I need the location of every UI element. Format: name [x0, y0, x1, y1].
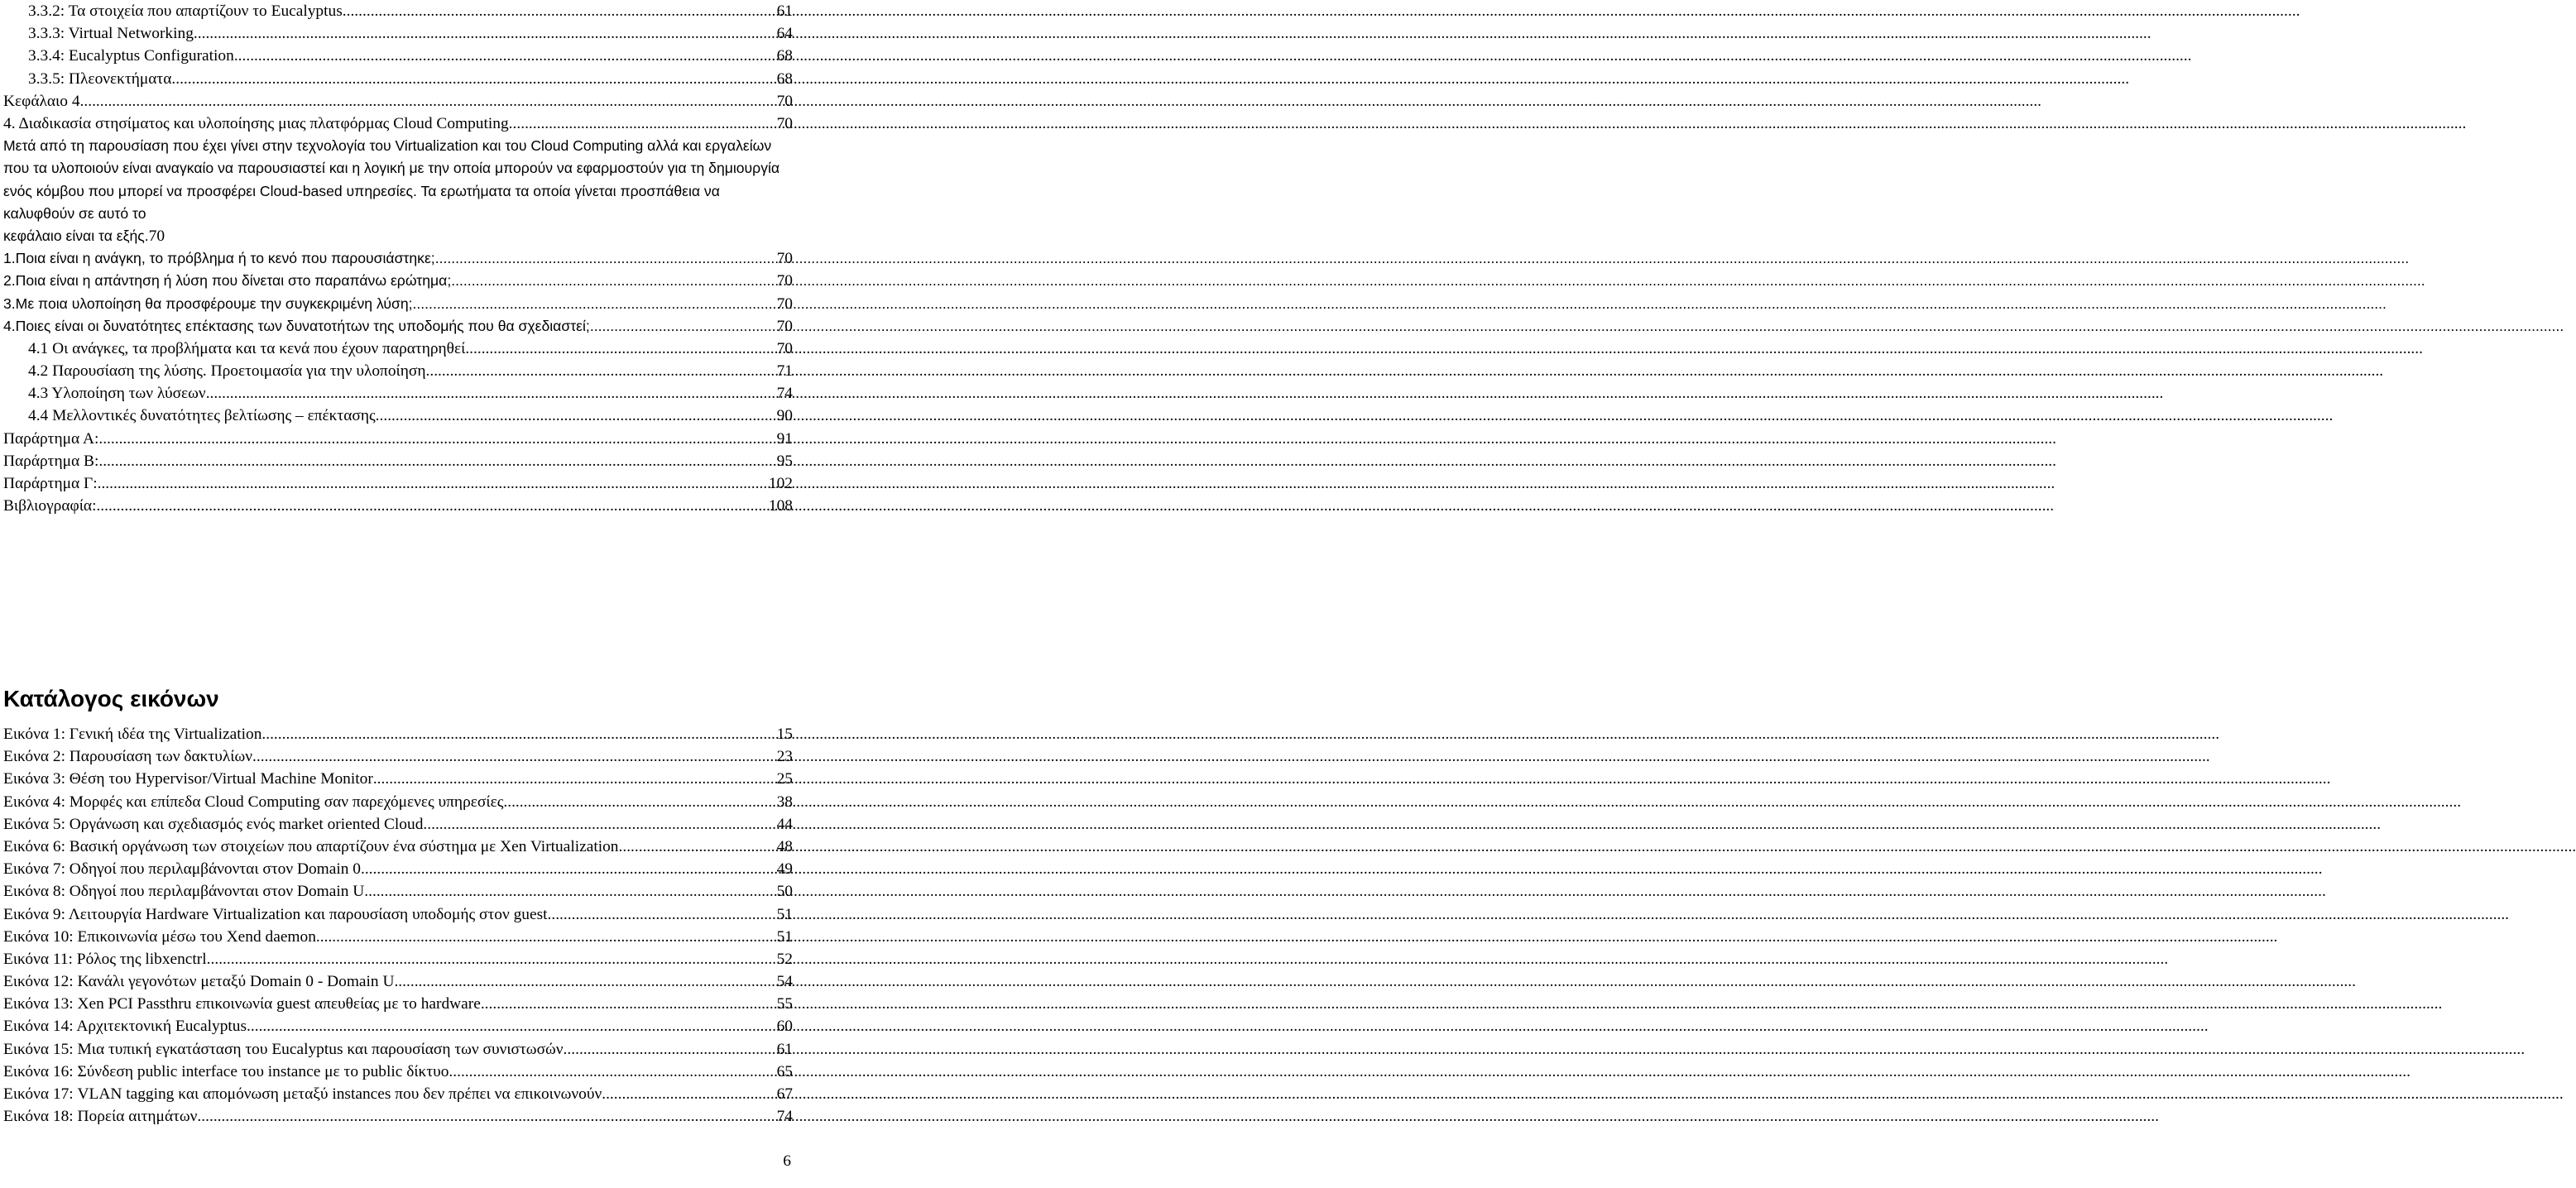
toc-page-number: 74: [776, 385, 793, 403]
toc-leader-dots: [606, 1083, 777, 1105]
figure-entry-title: Εικόνα 15: Μια τυπική εγκατάσταση του Eucalyptus και παρουσίαση των συνιστωσών.: [3, 1040, 568, 1058]
toc-question-section: [3, 247, 793, 338]
figure-entry[interactable]: [3, 880, 793, 903]
toc-question-page-number: 70: [776, 317, 793, 335]
figure-entry-title: Εικόνα 2: Παρουσίαση των δακτυλίων: [3, 748, 252, 766]
toc-entry-title: Παράρτημα Α:: [3, 429, 99, 448]
figure-entry[interactable]: [3, 926, 793, 948]
figure-page-number: 23: [776, 748, 793, 766]
figure-entry-title: Εικόνα 10: Επικοινωνία μέσω του Xend daemon.: [3, 927, 320, 946]
toc-question-entry-title: 1.Ποια είναι η ανάγκη, το πρόβλημα ή το κενό που παρουσιάστηκε;: [3, 250, 435, 267]
figure-entry-title: Εικόνα 17: VLAN tagging και απομόνωση μεταξύ instances που δεν πρέπει να επικοινωνούν.: [3, 1085, 607, 1103]
toc-leader-dots: [320, 926, 777, 948]
toc-paragraph-entry[interactable]: [3, 135, 781, 247]
toc-page-number: 64: [776, 25, 793, 43]
figure-entry-title: Εικόνα 5: Οργάνωση και σχεδιασμός ενός market oriented Cloud: [3, 815, 424, 833]
toc-leader-dots: [211, 948, 777, 970]
toc-leader-dots: [98, 428, 776, 450]
toc-question-page-number: 70: [776, 295, 793, 313]
toc-entry-title: 3.3.3: Virtual Networking: [28, 25, 194, 43]
figure-entry[interactable]: [3, 1038, 793, 1061]
toc-entry[interactable]: [3, 495, 793, 517]
figure-page-number: 25: [776, 770, 793, 788]
figure-entry-title: Εικόνα 12: Κανάλι γεγονότων μεταξύ Domain 0 - Domain U.: [3, 973, 399, 991]
toc-question-entry-title: 2.Ποια είναι η απάντηση ή λύση που δίνεται στο παραπάνω ερώτημα;: [3, 272, 452, 290]
figure-entry[interactable]: [3, 1083, 793, 1105]
toc-leader-dots: [373, 768, 777, 790]
toc-leader-dots: [619, 836, 777, 858]
figure-entry[interactable]: [3, 1061, 793, 1083]
toc-entry[interactable]: [3, 450, 793, 472]
toc-leader-dots: [98, 472, 769, 495]
toc-entry[interactable]: [3, 45, 793, 67]
toc-page-number: 108: [768, 497, 793, 515]
toc-leader-dots: [171, 68, 776, 90]
figure-entry[interactable]: [3, 948, 793, 970]
toc-entry[interactable]: [3, 338, 793, 360]
toc-question-entry[interactable]: [3, 293, 793, 315]
toc-entry[interactable]: [3, 0, 793, 22]
toc-question-entry[interactable]: [3, 270, 793, 292]
figure-page-number: 52: [776, 950, 793, 968]
figure-entry[interactable]: [3, 745, 793, 768]
toc-entry-title: 4.1 Οι ανάγκες, τα προβλήματα και τα κενά που έχουν παρατηρηθεί: [28, 339, 466, 357]
toc-question-entry-title: 3.Με ποια υλοποίηση θα προσφέρουμε την συγκεκριμένη λύση;: [3, 295, 413, 312]
toc-leader-dots: [465, 338, 776, 360]
toc-paragraph-lastline: [3, 225, 781, 247]
figure-page-number: 15: [776, 726, 793, 743]
toc-leader-dots: [365, 858, 777, 880]
toc-entry-title: 4.3 Υλοποίηση των λύσεων: [28, 385, 206, 403]
toc-leader-dots: [503, 791, 776, 813]
toc-page-number: 68: [776, 47, 793, 65]
toc-leader-dots: [551, 903, 776, 926]
toc-leader-dots: [413, 293, 777, 315]
toc-page-number: 91: [776, 429, 793, 448]
toc-entry-title: 3.3.2: Τα στοιχεία που απαρτίζουν το Eucalyptus: [28, 2, 343, 20]
figure-entry[interactable]: [3, 1015, 793, 1037]
figure-entry[interactable]: [3, 723, 793, 745]
toc-entry-title: 4.4 Μελλοντικές δυνατότητες βελτίωσης – επέκτασης: [28, 407, 376, 425]
figure-entry-title: Εικόνα 6: Βασική οργάνωση των στοιχείων που απαρτίζουν ένα σύστημα με Xen Virtualization: [3, 837, 619, 855]
toc-page-number: 61: [776, 2, 793, 20]
figure-entry-title: Εικόνα 7: Οδηγοί που περιλαμβάνονται στον Domain 0.: [3, 860, 365, 879]
toc-leader-dots: [206, 382, 777, 405]
figure-entry-title: Εικόνα 1: Γενική ιδέα της Virtualization: [3, 726, 262, 743]
figure-entry-title: Εικόνα 8: Οδηγοί που περιλαμβάνονται στον Domain U.: [3, 883, 369, 901]
toc-entry-title: Βιβλιογραφία:: [3, 497, 97, 515]
figure-entry[interactable]: [3, 903, 793, 926]
toc-page-number: 102: [768, 475, 793, 492]
toc-page-number: 90: [776, 407, 793, 425]
toc-entry[interactable]: [3, 22, 793, 45]
figure-entry[interactable]: [3, 791, 793, 813]
toc-entry[interactable]: [3, 428, 793, 450]
toc-leader-dots: [423, 813, 776, 836]
figure-page-number: 51: [776, 927, 793, 946]
figure-entry-title: Εικόνα 3: Θέση του Hypervisor/Virtual Machine Monitor: [3, 770, 373, 788]
figure-page-number: 60: [776, 1018, 793, 1036]
figure-entry[interactable]: [3, 858, 793, 880]
toc-leader-dots: [451, 270, 776, 292]
figure-entry-title: Εικόνα 14: Αρχιτεκτονική Eucalyptus.: [3, 1018, 251, 1036]
toc-question-page-number: 70: [776, 272, 793, 290]
figure-entry-title: Εικόνα 11: Ρόλος της libxenctrl.: [3, 950, 211, 968]
figure-entry[interactable]: [3, 993, 793, 1015]
toc-leader-dots: [368, 880, 776, 903]
figure-entry[interactable]: [3, 970, 793, 993]
toc-leader-dots: [343, 0, 777, 22]
figure-entry[interactable]: [3, 813, 793, 836]
toc-page-number: 70: [776, 92, 793, 110]
figure-entry[interactable]: [3, 768, 793, 790]
toc-entry-title: 4.2 Παρουσίαση της λύσης. Προετοιμασία για την υλοποίηση: [28, 362, 426, 381]
toc-entry-title: 3.3.4: Eucalyptus Configuration: [28, 47, 234, 65]
toc-leader-dots: [485, 993, 777, 1015]
figure-entry[interactable]: [3, 1105, 793, 1128]
figure-page-number: 50: [776, 883, 793, 901]
table-of-contents: [3, 0, 793, 517]
toc-leader-dots: [453, 1061, 776, 1083]
toc-question-page-number: 70: [776, 250, 793, 268]
toc-leader-dots: [509, 113, 777, 135]
figure-page-number: 44: [776, 815, 793, 833]
toc-entry-title: 4. Διαδικασία στησίματος και υλοποίησης μιας πλατφόρμας Cloud Computing: [3, 114, 509, 132]
toc-question-entry[interactable]: [3, 247, 793, 270]
toc-entry[interactable]: [3, 360, 793, 382]
toc-page-number: 70: [148, 227, 165, 245]
toc-page-number: 70: [776, 339, 793, 357]
toc-leader-dots: [398, 970, 776, 993]
toc-entry-title: Κεφάλαιο 4.: [3, 92, 84, 110]
toc-entry-title: 3.3.5: Πλεονεκτήματα: [28, 69, 172, 88]
toc-leader-dots: [261, 723, 776, 745]
figure-page-number: 38: [776, 793, 793, 811]
toc-leader-dots: [234, 45, 777, 67]
toc-entry[interactable]: [3, 68, 793, 90]
toc-leader-dots: [426, 360, 777, 382]
toc-entry[interactable]: [3, 90, 793, 113]
document-page: [0, 0, 794, 1188]
toc-entry[interactable]: [3, 382, 793, 405]
toc-page-number: 71: [776, 362, 793, 381]
figure-page-number: 54: [776, 973, 793, 991]
toc-leader-dots: [251, 1015, 777, 1037]
toc-leader-dots: [96, 495, 768, 517]
figure-entry-title: Εικόνα 9: Λειτουργία Hardware Virtualization και παρουσίαση υποδομής στον guest.: [3, 905, 552, 923]
page-number: 6: [783, 1152, 791, 1170]
figure-entry-title: Εικόνα 13: Xen PCI Passthru επικοινωνία guest απευθείας με το hardware.: [3, 995, 485, 1013]
toc-leader-dots: [590, 315, 777, 338]
toc-entry-title: Παράρτημα Β:: [3, 452, 99, 470]
figure-page-number: 74: [776, 1108, 793, 1126]
figure-page-number: 49: [776, 860, 793, 879]
toc-leader-dots: [376, 405, 777, 427]
toc-top-section: [3, 0, 793, 135]
figure-page-number: 51: [776, 905, 793, 923]
figure-entry-title: Εικόνα 4: Μορφές και επίπεδα Cloud Computing σαν παρεχόμενες υπηρεσίες: [3, 793, 504, 811]
figure-page-number: 67: [776, 1085, 793, 1103]
toc-page-number: 70: [776, 114, 793, 132]
toc-question-entry-title: 4.Ποιες είναι οι δυνατότητες επέκτασης των δυνατοτήτων της υποδομής που θα σχεδιαστεί;: [3, 317, 590, 334]
figure-entry-title: Εικόνα 18: Πορεία αιτημάτων.: [3, 1108, 202, 1126]
toc-entry[interactable]: [3, 405, 793, 427]
toc-leader-dots: [84, 90, 776, 113]
toc-paragraph-text: Μετά από τη παρουσίαση που έχει γίνει στην τεχνολογία του Virtualization και του Cloud Computing αλλά και εργαλείων που τα υλοποιούν είναι αναγκαίο να παρουσιαστεί και η λογική με την οποία μπορούν να εφαρμοστούν για τη δημιουργία ενός κόμβου που μπορεί να προσφέρει Cloud-based υπηρεσίες. Τα ερωτήματα τα οποία γίνεται προσπάθεια να καλυφθούν σε αυτό το: [3, 137, 780, 222]
toc-leader-dots: [435, 247, 777, 270]
toc-page-number: 68: [776, 69, 793, 88]
toc-leader-dots: [252, 745, 777, 768]
figure-page-number: 61: [776, 1040, 793, 1058]
toc-page-number: 95: [776, 452, 793, 470]
list-of-figures: [3, 723, 793, 1128]
toc-sub-section: [3, 338, 793, 518]
toc-entry-title: Παράρτημα Γ:: [3, 475, 98, 492]
toc-leader-dots: [98, 450, 776, 472]
toc-entry[interactable]: [3, 472, 793, 495]
figure-entry[interactable]: [3, 836, 793, 858]
toc-paragraph-lastline-text: κεφάλαιο είναι τα εξής.: [3, 227, 149, 244]
figure-page-number: 65: [776, 1062, 793, 1080]
figure-entry-title: Εικόνα 16: Σύνδεση public interface του instance με το public δίκτυο.: [3, 1062, 453, 1080]
figure-page-number: 55: [776, 995, 793, 1013]
toc-leader-dots: [194, 22, 777, 45]
toc-question-entry[interactable]: [3, 315, 793, 338]
figure-page-number: 48: [776, 837, 793, 855]
figures-heading: Κατάλογος εικόνων: [3, 686, 219, 711]
toc-leader-dots: [567, 1038, 776, 1061]
toc-leader-dots: [201, 1105, 776, 1128]
toc-entry[interactable]: [3, 113, 793, 135]
